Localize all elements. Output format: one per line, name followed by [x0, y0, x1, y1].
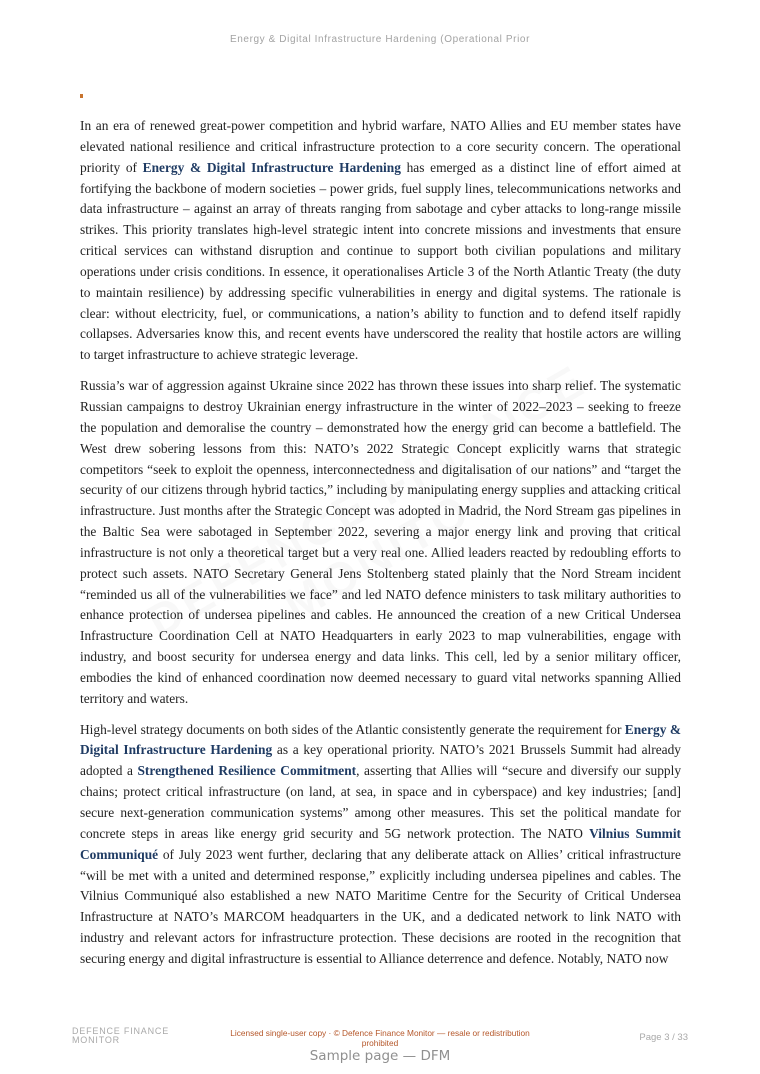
license-notice: Licensed single-user copy · © Defence Finance Monitor — resale or redistribution prohibited — [230, 1028, 530, 1048]
paragraph-text: , asserting that Allies will “secure and diversify our supply chains; protect critical infrastructure (on land, at sea, in space and in cyberspace) and key industries; [and] secure next-generation communication systems” among other measures. This set the political mandate for concrete steps in areas like energy grid security and 5G network protection. The NATO — [80, 763, 682, 841]
emphasis-term: Strengthened Resilience Commitment — [137, 763, 357, 779]
paragraph-text: High-level strategy documents on both sides of the Atlantic consistently generate the requirement for — [80, 721, 625, 737]
paragraph-2 — [80, 376, 681, 710]
footer-brand — [72, 1027, 169, 1045]
running-header: Energy & Digital Infrastructure Hardening (Operational Prior — [229, 34, 530, 45]
paragraph-text: has emerged as a distinct line of effort aimed at fortifying the backbone of modern societies – power grids, fuel supply lines, telecommunications networks and data infrastructure – against an array of threats ranging from sabotage and cyber attacks to long-range missile strikes. This priority translates high-level strategic intent into concrete missions and investments that ensure critical services can withstand disruption and continue to support both civilian populations and military operations under crisis conditions. In essence, it operationalises Article 3 of the North Atlantic Treaty (the duty to maintain resilience) by addressing specific vulnerabilities in energy and digital systems. The rationale is clear: without electricity, fuel, or communications, a nation’s ability to function and to defend itself rapidly collapses. Adversaries know this, and recent events have underscored the reality that hostile actors are willing to target infrastructure to achieve strategic leverage. — [80, 159, 682, 363]
footer-brand-line: DEFENCE FINANCE — [72, 1026, 170, 1036]
emphasis-term: Vilnius Summit Communiqué — [80, 825, 682, 862]
page-number: Page 3 / 33 — [639, 1032, 688, 1043]
paragraph-1 — [80, 116, 681, 366]
paragraph-text: In an era of renewed great-power competition and hybrid warfare, NATO Allies and EU member states have elevated national resilience and critical infrastructure protection to a core security concern. The operational priority of — [80, 118, 681, 175]
paragraph-text: Russia’s war of aggression against Ukraine since 2022 has thrown these issues into sharp relief. The systematic Russian campaigns to destroy Ukrainian energy infrastructure in the winter of 2022–2023 – seeking to freeze the population and demoralise the country – demonstrated how the energy grid can become a battlefield. The West drew sobering lessons from this: NATO’s 2022 Strategic Concept explicitly warns that strategic competitors “seek to exploit the openness, interconnectedness and digitalisation of our nations” and “target the security of our citizens through hybrid tactics,” including by manipulating energy supplies and attacking critical infrastructure. Just months after the Strategic Concept was adopted in Madrid, the Nord Stream gas pipelines in the Baltic Sea were sabotaged in September 2022, severing a major energy link and proving that critical infrastructure is not only a theoretical target but a very real one. Allied leaders reacted by redoubling efforts to protect such assets. NATO Secretary General Jens Stoltenberg stated plainly that the Nord Stream incident “reminded us all of the vulnerabilities we face” and led NATO defence ministers to task military authorities to enhance protection of undersea pipelines and cables. He announced the creation of a new Critical Undersea Infrastructure Coordination Cell at NATO Headquarters in early 2023 to map vulnerabilities, engage with industry, and boost security for undersea energy and data links. This cell, led by a senior military officer, embodies the kind of enhanced coordination now deemed necessary to guard vital networks spanning Allied territory and waters. — [80, 378, 681, 706]
section-marker — [80, 94, 83, 98]
paragraph-text: as a key operational priority. NATO’s 2021 Brussels Summit had already adopted a — [80, 742, 681, 779]
paragraph-3 — [80, 720, 681, 970]
paragraph-text: of July 2023 went further, declaring that any deliberate attack on Allies’ critical infrastructure “will be met with a united and determined response,” explicitly including undersea pipelines and cables. The Vilnius Communiqué also established a new NATO Maritime Centre for the Security of Critical Undersea Infrastructure at NATO’s MARCOM headquarters in the UK, and a dedicated network to link NATO with industry and relevant actors for infrastructure protection. These decisions are rooted in the recognition that securing energy and digital infrastructure is essential to Alliance deterrence and defence. Notably, NATO now — [80, 846, 681, 966]
footer-brand-line: MONITOR — [72, 1035, 120, 1045]
emphasis-term: Energy & Digital Infrastructure Hardening — [80, 721, 681, 758]
document-body — [80, 116, 681, 980]
emphasis-term: Energy & Digital Infrastructure Hardening — [142, 159, 401, 175]
sample-page-label: Sample page — DFM — [309, 1048, 451, 1064]
